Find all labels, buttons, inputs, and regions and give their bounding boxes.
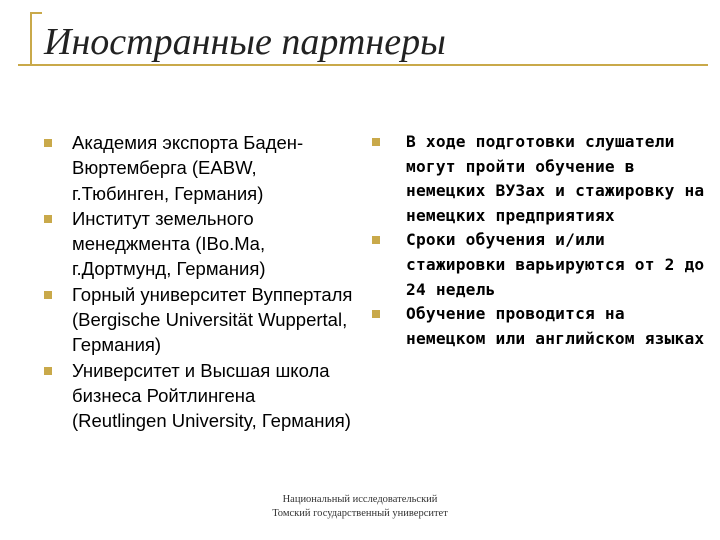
list-item [44,206,354,282]
list-item [378,302,708,351]
square-bullet-icon [372,310,380,318]
list-item-text: В ходе подготовки слушатели могут пройти обучение в немецких ВУЗах и стажировку на немецких предприятиях [406,132,705,225]
square-bullet-icon [44,367,52,375]
list-item [378,130,708,228]
square-bullet-icon [372,236,380,244]
list-item [44,358,354,434]
slide-title: Иностранные партнеры [44,21,446,63]
list-item [44,130,354,206]
square-bullet-icon [372,138,380,146]
frame-corner-tick [30,12,42,14]
list-item [44,282,354,358]
list-item-text: Сроки обучения и/или стажировки варьируются от 2 до 24 недель [406,230,705,299]
frame-vertical-line [30,12,32,64]
square-bullet-icon [44,291,52,299]
list-item-text: Обучение проводится на немецком или английском языках [406,304,705,348]
square-bullet-icon [44,215,52,223]
list-item-text: Академия экспорта Баден-Вюртемберга (EABW, г.Тюбинген, Германия) [72,132,304,204]
list-item-text: Университет и Высшая школа бизнеса Ройтлингена (Reutlingen University, Германия) [72,359,351,432]
list-item-text: Институт земельного менеджмента (IBo.Ma, г.Дортмунд, Германия) [72,207,266,280]
list-item-text: Горный университет Вупперталя (Bergische Universität Wuppertal, Германия) [72,283,353,356]
list-item [378,228,708,302]
footer-line-1: Национальный исследовательский [282,494,438,505]
footer [200,493,520,521]
partners-list [44,130,354,434]
frame-horizontal-line [18,64,708,66]
square-bullet-icon [44,139,52,147]
training-info-list [378,130,708,351]
footer-line-2: Томский государственный университет [272,508,448,519]
